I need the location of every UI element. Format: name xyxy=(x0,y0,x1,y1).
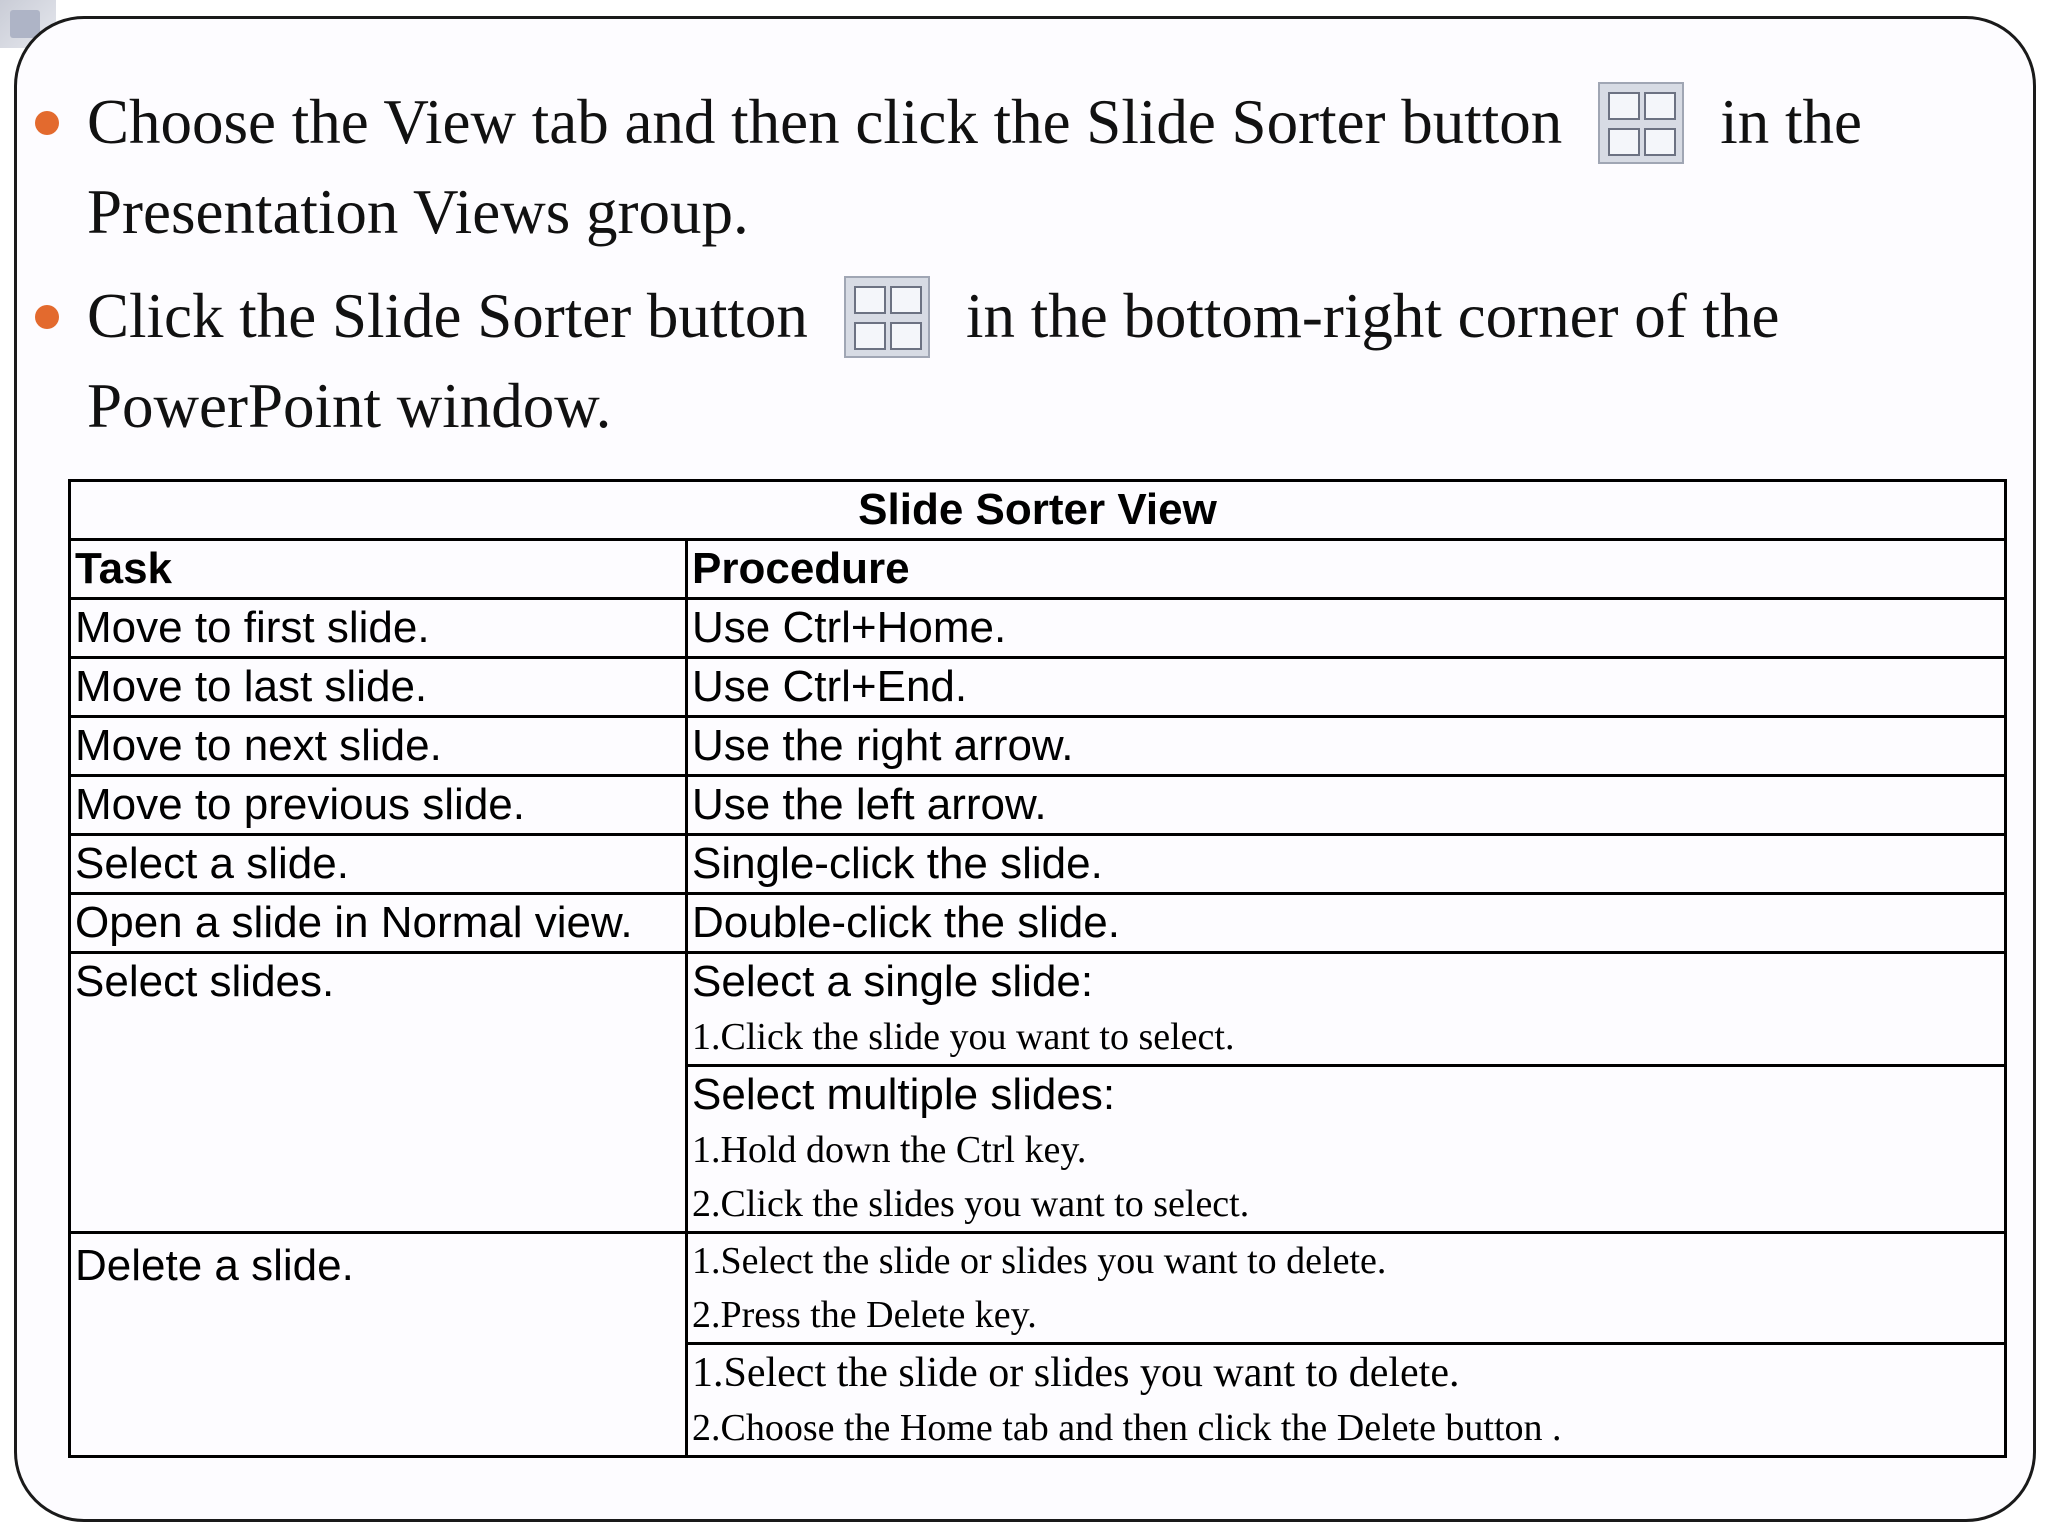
task-cell: Move to first slide. xyxy=(70,599,687,658)
table-row xyxy=(70,658,2006,717)
table-header-row xyxy=(70,540,2006,599)
procedure-cell-select-multiple xyxy=(687,1066,2006,1233)
header-task: Task xyxy=(70,540,687,599)
procedure-step: 1.Select the slide or slides you want to delete. xyxy=(692,1240,1387,1282)
procedure-heading: Select multiple slides: xyxy=(692,1070,1116,1119)
table-row-delete-method1 xyxy=(70,1233,2006,1344)
task-cell: Move to last slide. xyxy=(70,658,687,717)
procedure-cell: Use the right arrow. xyxy=(687,717,2006,776)
procedure-step: 1.Hold down the Ctrl key. xyxy=(692,1129,1087,1171)
table-title: Slide Sorter View xyxy=(70,481,2006,540)
table-row xyxy=(70,835,2006,894)
bullet-text-after: in the Presentation Views group. xyxy=(87,87,1863,247)
procedure-step: 1.Select the slide or slides you want to delete. xyxy=(692,1350,1460,1396)
bullet-dot-icon xyxy=(35,111,59,135)
table-row xyxy=(70,776,2006,835)
procedure-cell-delete-method1 xyxy=(687,1233,2006,1344)
bullet-text-before: Choose the View tab and then click the Slide Sorter button xyxy=(87,87,1563,157)
slide-sorter-icon xyxy=(844,276,930,358)
slide-sorter-icon xyxy=(1598,82,1684,164)
task-cell: Delete a slide. xyxy=(70,1233,687,1457)
bullet-item-view-tab xyxy=(87,77,1997,257)
procedure-cell: Double-click the slide. xyxy=(687,894,2006,953)
procedure-cell-select-single xyxy=(687,953,2006,1066)
table-row xyxy=(70,717,2006,776)
bullet-dot-icon xyxy=(35,305,59,329)
task-cell: Move to next slide. xyxy=(70,717,687,776)
procedure-cell: Use Ctrl+End. xyxy=(687,658,2006,717)
procedure-step: 2.Choose the Home tab and then click the Delete button . xyxy=(692,1407,1562,1449)
table-row xyxy=(70,599,2006,658)
bullet-text-after: in the bottom-right corner of the PowerPoint window. xyxy=(87,281,1780,441)
procedure-cell-delete-method2 xyxy=(687,1344,2006,1457)
bullet-text-before: Click the Slide Sorter button xyxy=(87,281,808,351)
task-cell: Open a slide in Normal view. xyxy=(70,894,687,953)
procedure-step: 2.Press the Delete key. xyxy=(692,1294,1037,1336)
procedure-heading: Select a single slide: xyxy=(692,957,1094,1006)
header-procedure: Procedure xyxy=(687,540,2006,599)
table-row-select-single xyxy=(70,953,2006,1066)
procedure-step: 2.Click the slides you want to select. xyxy=(692,1183,1250,1225)
table-row xyxy=(70,894,2006,953)
task-cell: Move to previous slide. xyxy=(70,776,687,835)
task-cell: Select slides. xyxy=(70,953,687,1233)
bullet-item-corner-button xyxy=(87,271,1997,451)
procedure-step: 1.Click the slide you want to select. xyxy=(692,1016,1235,1058)
procedure-cell: Single-click the slide. xyxy=(687,835,2006,894)
task-cell: Select a slide. xyxy=(70,835,687,894)
procedure-cell: Use Ctrl+Home. xyxy=(687,599,2006,658)
procedure-cell: Use the left arrow. xyxy=(687,776,2006,835)
slide-sorter-table xyxy=(68,479,2007,1458)
table-title-row xyxy=(70,481,2006,540)
